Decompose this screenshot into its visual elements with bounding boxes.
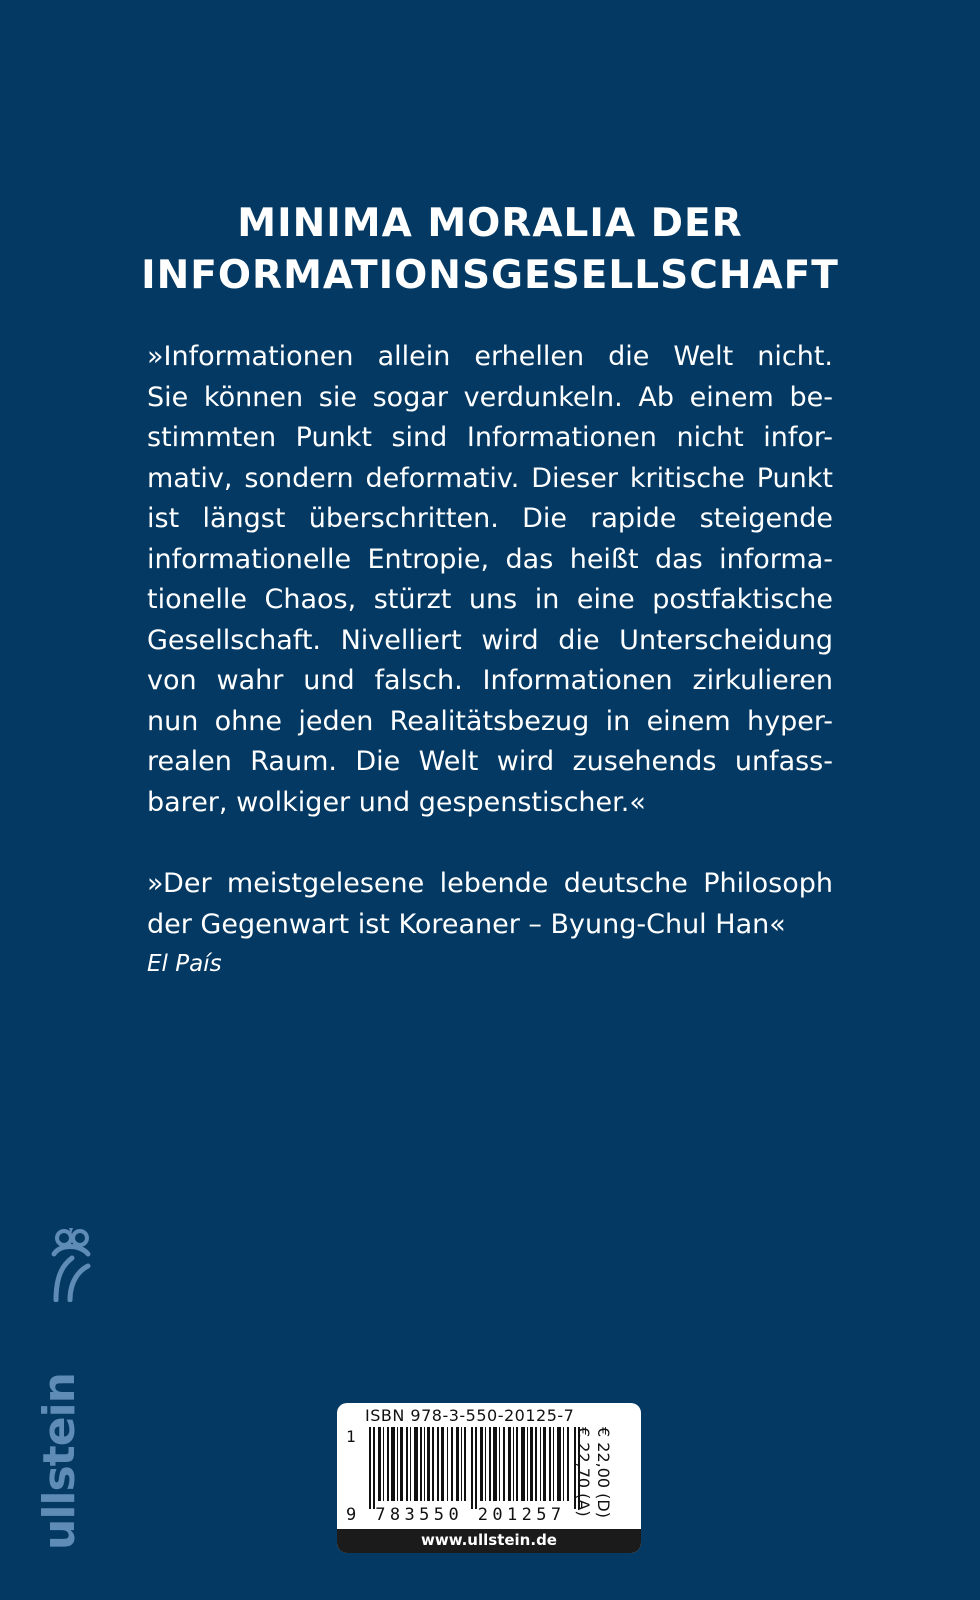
barcode-label	[337, 1403, 641, 1553]
blurb-line: »Informationen allein erhellen die Welt nicht.	[147, 341, 833, 372]
blurb-text	[147, 337, 833, 823]
blurb-line: tionelle Chaos, stürzt uns in eine postfaktische	[147, 584, 833, 615]
barcode-lead-digit: 1	[346, 1427, 356, 1446]
press-quote	[147, 864, 833, 945]
blurb-line: stimmten Punkt sind Informationen nicht infor-	[147, 422, 833, 453]
owl-icon	[50, 1224, 92, 1302]
press-quote-line-2: der Gegenwart ist Koreaner – Byung-Chul Han«	[147, 908, 786, 940]
blurb-line: realen Raum. Die Welt wird zusehends unfass-	[147, 746, 833, 777]
publisher-logo: ullstein	[34, 1373, 85, 1550]
barcode-digits: 9 783550 201257	[346, 1505, 566, 1525]
blurb-line: Sie können sie sogar verdunkeln. Ab einem be-	[147, 381, 833, 413]
cover-title-line-1: MINIMA MORALIA DER	[237, 201, 743, 246]
cover-title-line-2: INFORMATIONSGESELLSCHAFT	[141, 253, 839, 298]
blurb-line: informationelle Entropie, das heißt das informa-	[147, 543, 833, 575]
blurb-line: von wahr und falsch. Informationen zirkulieren	[147, 665, 833, 696]
blurb-line: barer, wolkiger und gespenstischer.«	[147, 786, 646, 818]
press-quote-line-1: »Der meistgelesene lebende deutsche Philosoph	[147, 868, 833, 899]
barcode-bars	[369, 1427, 581, 1509]
cover-title	[100, 198, 880, 302]
publisher-url: www.ullstein.de	[337, 1529, 641, 1553]
price-germany: € 22,00 (D)	[594, 1427, 613, 1518]
price-block	[573, 1427, 613, 1518]
isbn-number: ISBN 978-3-550-20125-7	[365, 1406, 575, 1425]
price-austria: € 22,70 (A)	[574, 1427, 593, 1517]
blurb-line: Gesellschaft. Nivelliert wird die Unterscheidung	[147, 624, 833, 656]
blurb-line: mativ, sondern deformativ. Dieser kritische Punkt	[147, 462, 833, 494]
blurb-line: nun ohne jeden Realitätsbezug in einem hyper-	[147, 705, 833, 737]
quote-source: El País	[147, 951, 222, 977]
blurb-line: ist längst überschritten. Die rapide steigende	[147, 503, 833, 534]
